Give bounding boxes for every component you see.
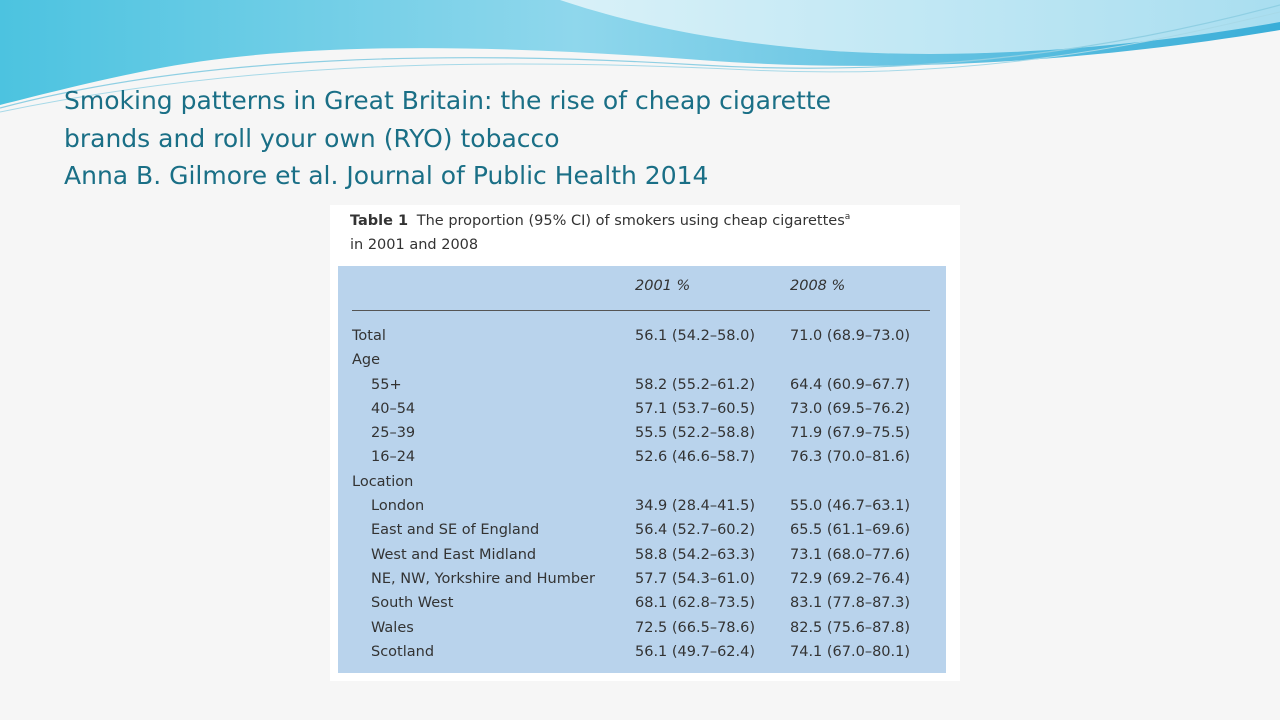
row-label: Age (352, 352, 381, 369)
cell-2001: 72.5 (66.5–78.6) (635, 619, 756, 636)
table-row (352, 567, 946, 591)
table-row (352, 421, 946, 445)
cell-2008: 72.9 (69.2–76.4) (790, 570, 911, 587)
cell-2008: 65.5 (61.1–69.6) (790, 522, 911, 539)
title-line: Smoking patterns in Great Britain: the rise of cheap cigarette (64, 86, 832, 115)
cell-2008: 73.1 (68.0–77.6) (790, 546, 911, 563)
table-row (352, 543, 946, 567)
column-header-2008: 2008 % (790, 278, 846, 294)
cell-2008: 82.5 (75.6–87.8) (790, 619, 911, 636)
row-label: West and East Midland (371, 546, 537, 563)
row-label: 25–39 (371, 425, 416, 442)
cell-2008: 55.0 (46.7–63.1) (790, 498, 911, 515)
cell-2008: 71.9 (67.9–75.5) (790, 425, 911, 442)
caption-text-line2: in 2001 and 2008 (350, 236, 479, 253)
row-label: Scotland (371, 643, 435, 660)
row-label: Location (352, 473, 414, 490)
table-body (352, 324, 946, 664)
cell-2008: 74.1 (67.0–80.1) (790, 643, 911, 660)
table-row (352, 445, 946, 469)
table-row (352, 397, 946, 421)
cell-2008: 73.0 (69.5–76.2) (790, 400, 911, 417)
row-label: 16–24 (371, 449, 416, 466)
table-label: Table 1 (350, 212, 409, 229)
row-label: South West (371, 595, 454, 612)
cell-2008: 76.3 (70.0–81.6) (790, 449, 911, 466)
cell-2001: 58.2 (55.2–61.2) (635, 376, 756, 393)
table-row (352, 324, 946, 348)
slide-title (64, 82, 964, 195)
cell-2001: 57.1 (53.7–60.5) (635, 400, 756, 417)
table-row (352, 373, 946, 397)
cell-2001: 34.9 (28.4–41.5) (635, 498, 756, 515)
row-label: 40–54 (371, 400, 416, 417)
cell-2001: 68.1 (62.8–73.5) (635, 595, 756, 612)
cell-2001: 57.7 (54.3–61.0) (635, 570, 756, 587)
cell-2001: 52.6 (46.6–58.7) (635, 449, 756, 466)
table-row (352, 591, 946, 615)
caption-text: The proportion (95% CI) of smokers using cheap cigarettes (416, 212, 845, 229)
row-label: East and SE of England (371, 522, 540, 539)
row-label: NE, NW, Yorkshire and Humber (371, 570, 595, 587)
cell-2001: 56.1 (49.7–62.4) (635, 643, 756, 660)
table-caption (350, 205, 950, 257)
row-label: Total (352, 328, 386, 344)
cell-2008: 64.4 (60.9–67.7) (790, 376, 911, 393)
row-label: London (371, 498, 425, 515)
cell-2001: 56.4 (52.7–60.2) (635, 522, 756, 539)
table-row (352, 348, 946, 372)
cell-2001: 58.8 (54.2–63.3) (635, 546, 756, 563)
column-header-2001: 2001 % (635, 278, 691, 294)
cell-2001: 55.5 (52.2–58.8) (635, 425, 756, 442)
citation-line: Anna B. Gilmore et al. Journal of Public Health 2014 (64, 161, 709, 190)
title-line: brands and roll your own (RYO) tobacco (64, 123, 560, 153)
table-figure (330, 205, 960, 681)
header-divider (352, 310, 930, 311)
row-label: Wales (371, 619, 414, 636)
table-row (352, 470, 946, 494)
cell-2008: 83.1 (77.8–87.3) (790, 595, 911, 612)
cell-2001: 56.1 (54.2–58.0) (635, 328, 756, 344)
table-row (352, 494, 946, 518)
cell-2008: 71.0 (68.9–73.0) (790, 328, 911, 344)
table-row (352, 616, 946, 640)
row-label: 55+ (371, 376, 402, 393)
caption-footnote-marker: a (844, 212, 851, 222)
data-table (338, 266, 946, 673)
table-row (352, 640, 946, 664)
table-row (352, 518, 946, 542)
